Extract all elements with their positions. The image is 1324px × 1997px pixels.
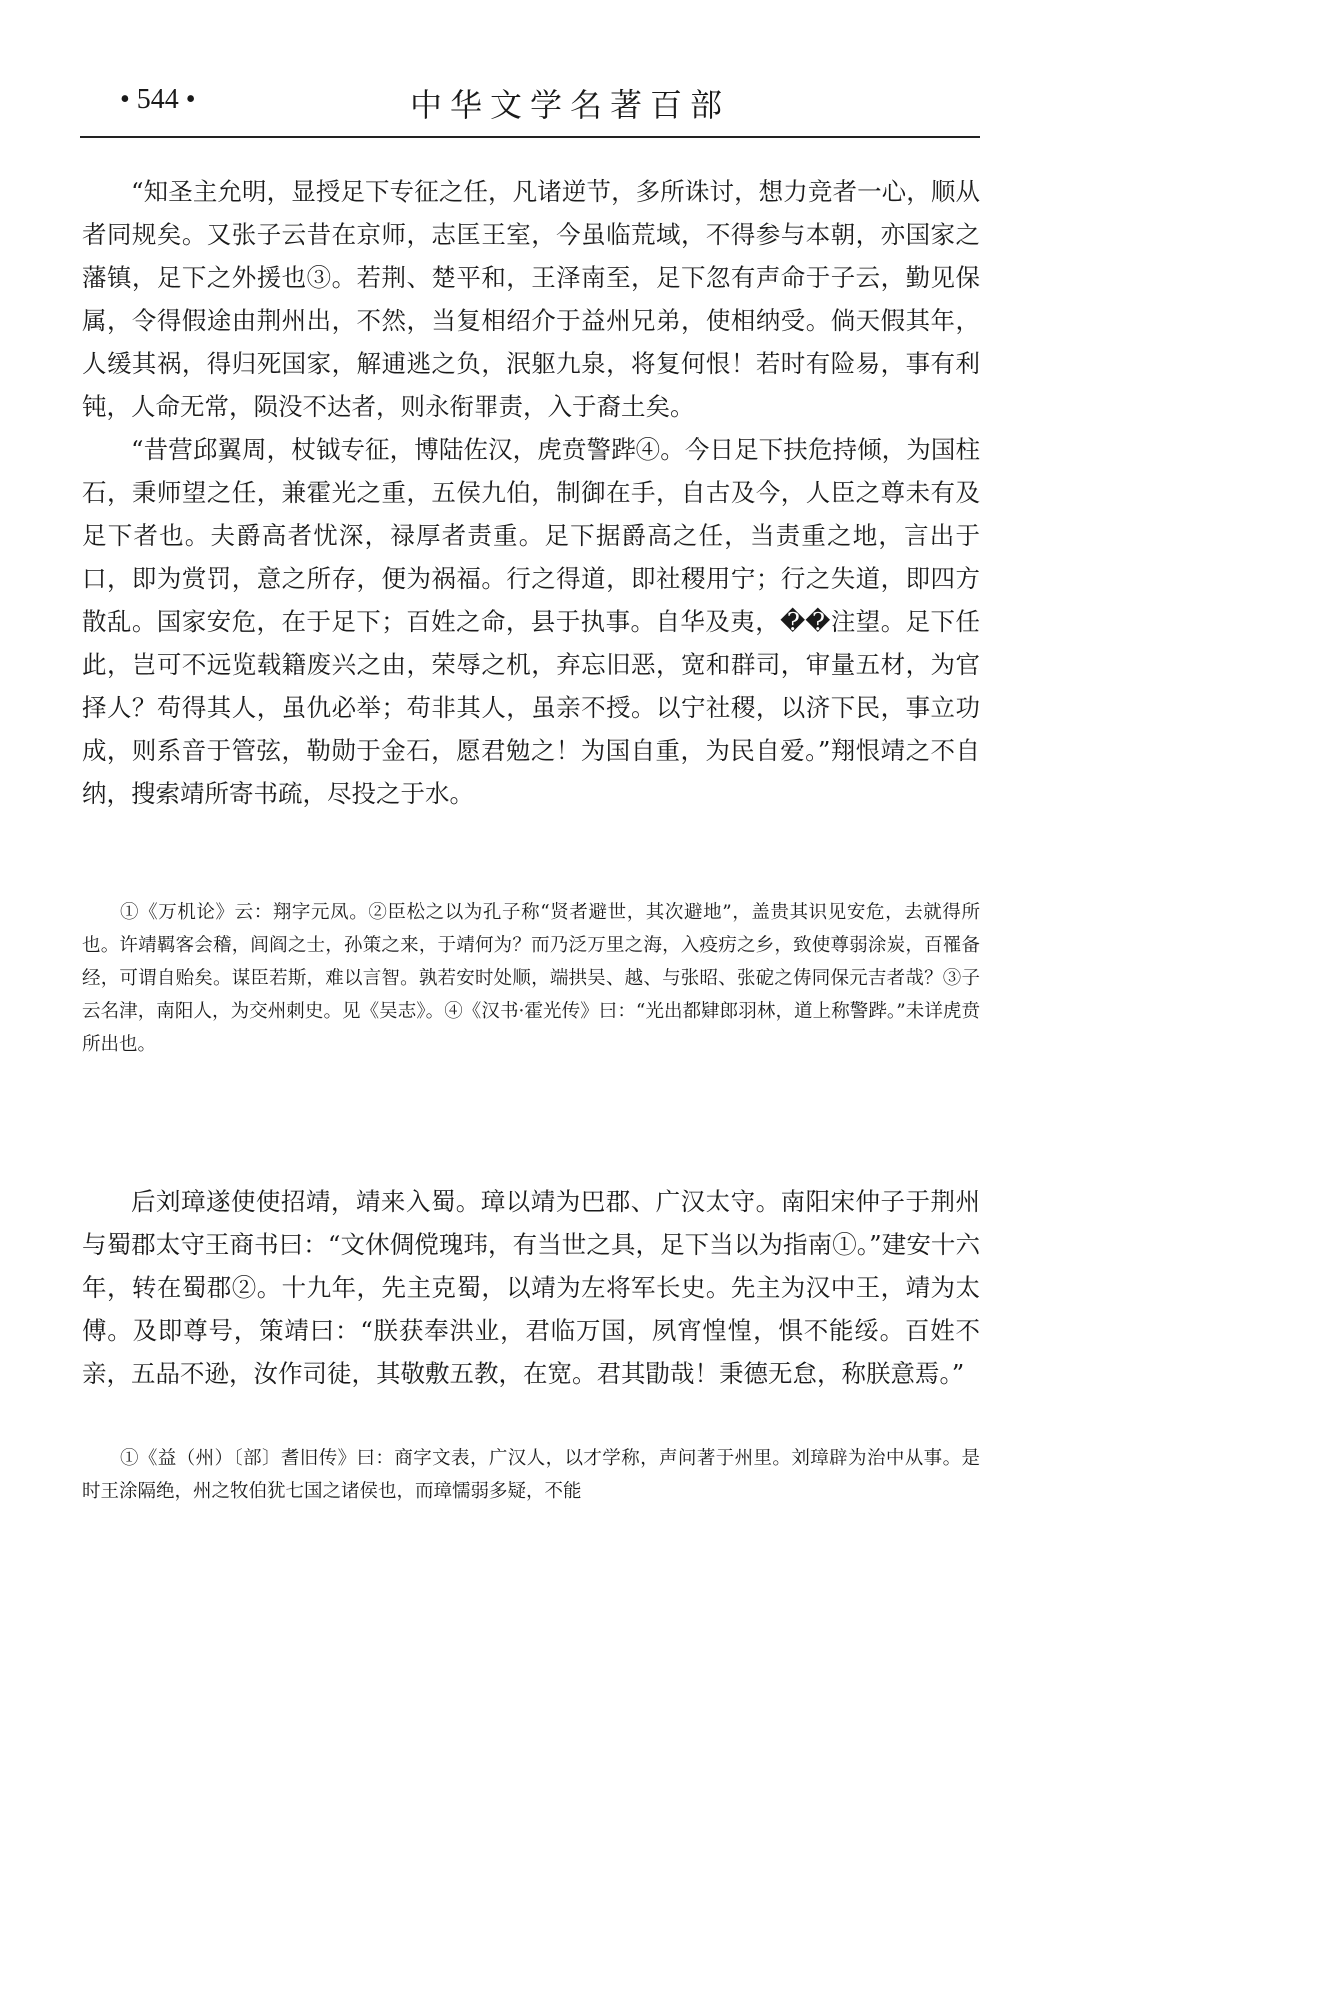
paragraph-2: “昔营邱翼周，杖钺专征，博陆佐汉，虎贲警跸④。今日足下扶危持倾，为国柱石，秉师望之任，兼霍光之重，五侯九伯，制御在手，自古及今，人臣之尊未有及足下者也。夫爵高者忧深，禄厚者责重。足下据爵高之任，当责重之地，言出于口，即为赏罚，意之所存，便为祸福。行之得道，即社稷用宁；行之失道，即四方散乱。国家安危，在于足下；百姓之命，县于执事。自华及夷，��注望。足下任此，岂可不远览载籍废兴之由，荣辱之机，弃忘旧恶，宽和群司，审量五材，为官择人？苟得其人，虽仇必举；苟非其人，虽亲不授。以宁社稷，以济下民，事立功成，则系音于管弦，勒勋于金石，愿君勉之！为国自重，为民自爱。”翔恨靖之不自纳，搜索靖所寄书疏，尽投之于水。 (82, 435, 980, 808)
header-rule (80, 136, 980, 138)
page-header (80, 84, 980, 136)
page-number: • 544 • (120, 84, 196, 115)
footnote-block-1 (82, 896, 980, 1061)
paragraph-3: 后刘璋遂使使招靖，靖来入蜀。璋以靖为巴郡、广汉太守。南阳宋仲子于荆州与蜀郡太守王商书曰：“文休倜傥瑰玮，有当世之具，足下当以为指南①。”建安十六年，转在蜀郡②。十九年，先主克蜀，以靖为左将军长史。先主为汉中王，靖为太傅。及即尊号，策靖曰：“朕获奉洪业，君临万国，夙宵惶惶，惧不能绥。百姓不亲，五品不逊，汝作司徒，其敬敷五教，在宽。君其勖哉！秉德无怠，称朕意焉。” (82, 1187, 980, 1388)
footnote-block-2 (82, 1442, 980, 1508)
body-block-1 (82, 170, 980, 815)
footnote-2: ①《益（州）〔部〕耆旧传》曰：商字文表，广汉人，以才学称，声问著于州里。刘璋辟为治中从事。是时王涂隔绝，州之牧伯犹七国之诸侯也，而璋懦弱多疑，不能 (82, 1448, 980, 1502)
body-block-2 (82, 1180, 980, 1395)
book-title: 中华文学名著百部 (410, 86, 731, 124)
paragraph-1: “知圣主允明，显授足下专征之任，凡诸逆节，多所诛讨，想力竞者一心，顺从者同规矣。又张子云昔在京师，志匡王室，今虽临荒域，不得参与本朝，亦国家之藩镇，足下之外援也③。若荆、楚平和，王泽南至，足下忽有声命于子云，勤见保属，令得假途由荆州出，不然，当复相绍介于益州兄弟，使相纳受。倘天假其年，人缓其祸，得归死国家，解逋逃之负，泯躯九泉，将复何恨！若时有险易，事有利钝，人命无常，陨没不达者，则永衔罪责，入于裔土矣。 (82, 177, 980, 421)
footnote-1: ①《万机论》云：翔字元凤。②臣松之以为孔子称“贤者避世，其次避地”，盖贵其识见安危，去就得所也。许靖羁客会稽，闾阎之士，孙策之来，于靖何为？而乃泛万里之海，入疫疠之乡，致使尊弱涂炭，百罹备经，可谓自贻矣。谋臣若斯，难以言智。孰若安时处顺，端拱吴、越、与张昭、张砨之俦同保元吉者哉？③子云名津，南阳人，为交州刺史。见《吴志》。④《汉书·霍光传》曰：“光出都肄郎羽林，道上称警跸。”未详虎贲所出也。 (82, 902, 980, 1055)
